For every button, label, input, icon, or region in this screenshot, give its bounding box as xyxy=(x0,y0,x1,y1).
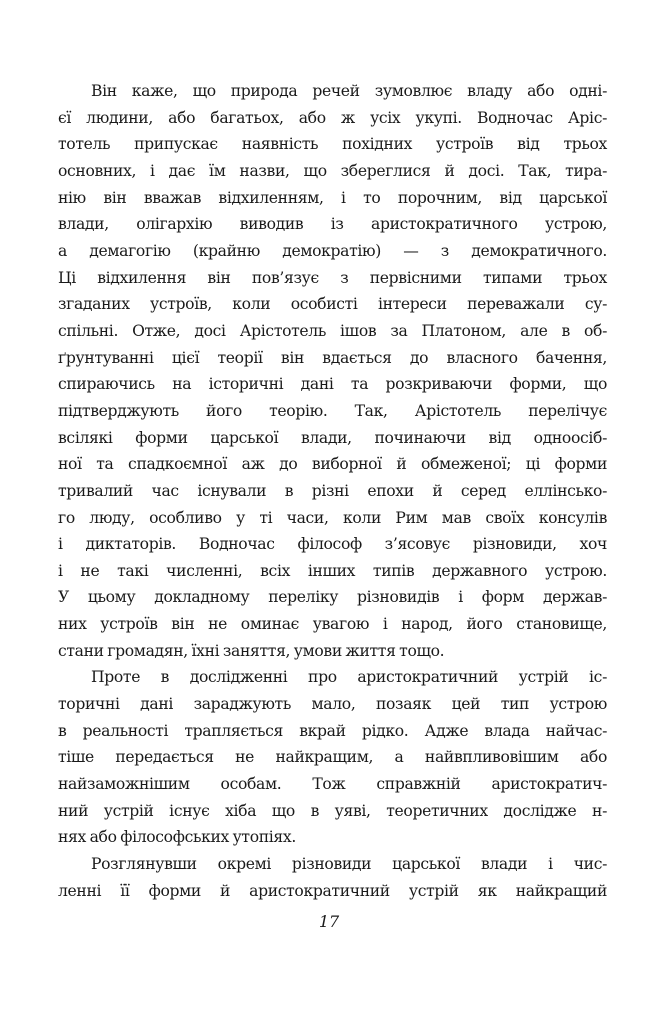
text-line: ний устрій існує хіба що в уяві, теоретичних дослідже н- xyxy=(58,801,607,820)
text-line: них устроїв він не оминає увагою і народ, його становище, xyxy=(58,615,607,634)
text-line: спільні. Отже, досі Арістотель ішов за Платоном, але в об- xyxy=(58,321,607,340)
text-line: єї людини, або багатьох, або ж усіх укупі. Водночас Аріс- xyxy=(58,108,607,127)
text-line: підтверджують його теорію. Так, Арістотель перелічує xyxy=(58,401,607,420)
text-line: спираючись на історичні дані та розкриваючи форми, що xyxy=(58,375,607,394)
text-line: Проте в дослідженні про аристократичний устрій іс- xyxy=(91,668,607,687)
text-line: ленні її форми й аристократичний устрій як найкращий xyxy=(58,881,607,900)
text-line: У цьому докладному переліку різновидів і форм держав- xyxy=(58,588,607,607)
text-line: стани громадян, їхні заняття, умови життя тощо. xyxy=(58,641,445,660)
text-line: ґрунтуванні цієї теорії він вдається до власного бачення, xyxy=(58,348,607,367)
text-line: згаданих устроїв, коли особисті інтереси переважали су- xyxy=(58,295,607,314)
text-lines xyxy=(58,78,607,904)
page-body xyxy=(58,78,607,904)
text-line: основних, і дає їм назви, що збереглися й досі. Так, тира- xyxy=(58,161,607,180)
text-line: Він каже, що природа речей зумовлює владу або одні- xyxy=(91,82,607,100)
text-line: тіше передається не найкращим, а найвпливовішим або xyxy=(58,748,607,767)
text-line: тривалий час існували в різні епохи й серед еллінсько- xyxy=(58,481,607,500)
text-line: го люду, особливо у ті часи, коли Рим мав своїх консулів xyxy=(58,508,607,527)
text-line: торичні дані зараджують мало, позаяк цей тип устрою xyxy=(58,695,607,714)
text-line: ної та спадкоємної аж до виборної й обмеженої; ці форми xyxy=(58,455,607,474)
text-line: в реальності трапляється вкрай рідко. Адже влада найчас- xyxy=(58,721,607,740)
text-line: влади, олігархію виводив із аристократичного устрою, xyxy=(58,215,607,234)
text-line: тотель припускає наявність похідних устроїв від трьох xyxy=(58,135,607,154)
text-line: нію він вважав відхиленням, і то порочним, від царської xyxy=(58,188,607,207)
text-line: найзаможнішим особам. Тож справжній аристократич- xyxy=(58,775,607,794)
page-number: 17 xyxy=(318,912,340,931)
text-line: і диктаторів. Водночас філософ з’ясовує різновиди, хоч xyxy=(58,535,607,554)
text-line: а демагогію (крайню демократію) — з демократичного. xyxy=(58,241,607,260)
text-line: і не такі численні, всіх інших типів державного устрою. xyxy=(58,561,607,580)
text-line: Розглянувши окремі різновиди царської влади і чис- xyxy=(91,855,607,874)
text-line: Ці відхилення він пов’язує з первісними типами трьох xyxy=(58,268,607,287)
text-line: нях або філософських утопіях. xyxy=(58,828,296,847)
text-line: всілякі форми царської влади, починаючи від одноосіб- xyxy=(58,428,607,447)
